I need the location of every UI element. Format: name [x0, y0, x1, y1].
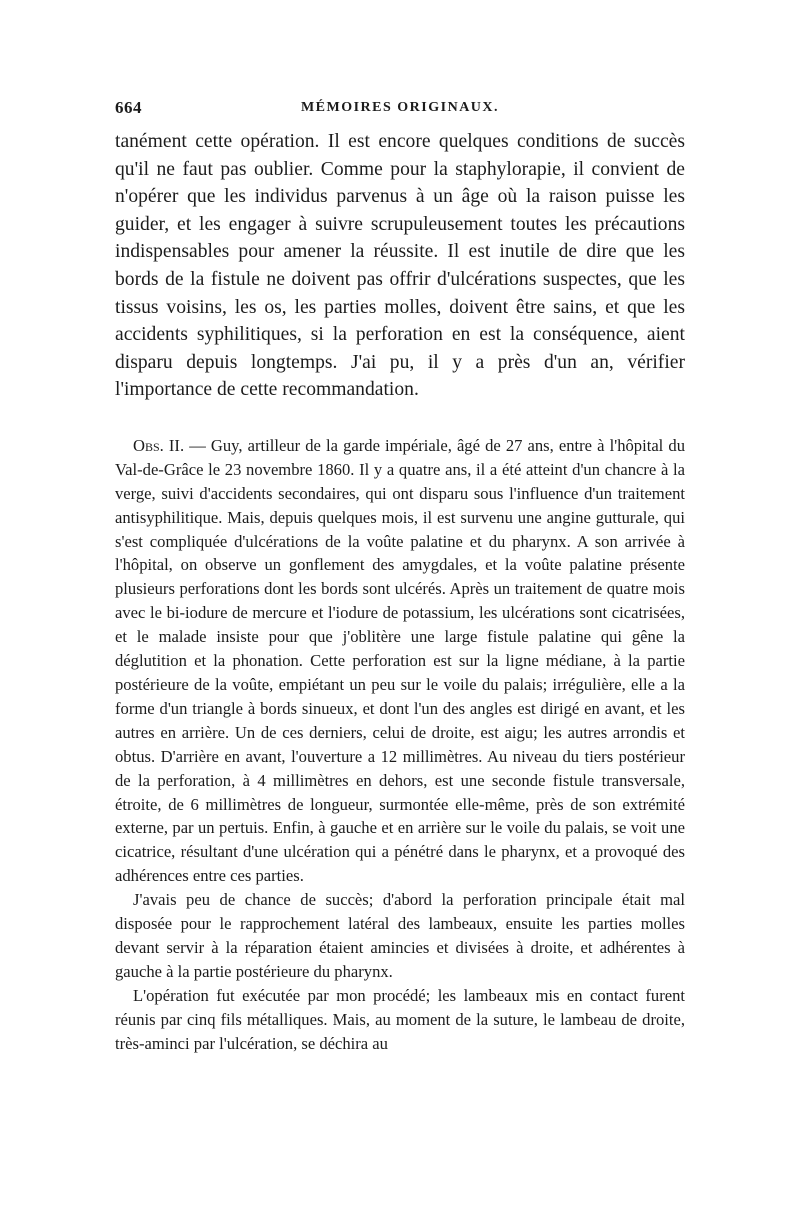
page-number: 664	[115, 98, 142, 117]
body-text	[115, 128, 685, 1056]
observation-label: Obs. II.	[133, 435, 185, 455]
running-title: MÉMOIRES ORIGINAUX.	[300, 100, 500, 115]
paragraph-intro: tanément cette opération. Il est encore quelques conditions de succès qu'il ne faut pas oublier. Comme pour la staphylorapie, il convient de n'opérer que les individus parvenus à un âge où la raison puisse les guider, et les engager à suivre scrupuleusement toutes les précautions indispensables pour amener la réussite. Il est inutile de dire que les bords de la fistule ne doivent pas offrir d'ulcérations suspectes, que les tissus voisins, les os, les parties molles, doivent être sains, et que les accidents syphilitiques, si la perforation en est la conséquence, aient disparu depuis longtemps. J'ai pu, il y a près d'un an, vérifier l'importance de cette recommandation.	[115, 131, 685, 401]
observation-block	[115, 434, 685, 1056]
running-head	[115, 98, 685, 128]
paragraph-chances: J'avais peu de chance de succès; d'abord la perforation principale était mal disposée pour le rapprochement latéral des lambeaux, ensuite les parties molles devant servir à la réparation étaient amincies et divisées à droite, et adhérentes à gauche à la partie postérieure du pharynx.	[115, 890, 685, 981]
page	[115, 98, 685, 1056]
observation-paragraph	[115, 434, 685, 888]
observation-text: — Guy, artilleur de la garde impériale, âgé de 27 ans, entre à l'hôpital du Val-de-Grâce le 23 novembre 1860. Il y a quatre ans, il a été atteint d'un chancre à la verge, suivi d'accidents secondaires, qui ont disparu sous l'influence d'un traitement antisyphilitique. Mais, depuis quelques mois, il est survenu une angine gutturale, qui s'est compliquée d'ulcérations de la voûte palatine et du pharynx. A son arrivée à l'hôpital, on observe un gonflement des amygdales, et la voûte palatine présente plusieurs perforations dont les bords sont ulcérés. Après un traitement de quatre mois avec le bi-iodure de mercure et l'iodure de potassium, les ulcérations sont cicatrisées, et le malade insiste pour que j'oblitère une large fistule palatine qui gêne la déglutition et la phonation. Cette perforation est sur la ligne médiane, à la partie postérieure de la voûte, empiétant un peu sur le voile du palais; irrégulière, elle a la forme d'un triangle à bords sinueux, et dont l'un des angles est dirigé en avant, et les autres en arrière. Un de ces derniers, celui de droite, est aigu; les autres arrondis et obtus. D'arrière en avant, l'ouverture a 12 millimètres. Au niveau du tiers postérieur de la perforation, à 4 millimètres en dehors, est une seconde fistule transversale, étroite, de 6 millimètres de longueur, surmontée elle-même, près de son extrémité externe, par un pertuis. Enfin, à gauche et en arrière sur le voile du palais, se voit une cicatrice, résultant d'une ulcération qui a pénétré dans le pharynx, et a provoqué des adhérences entre ces parties.	[115, 435, 685, 886]
paragraph-operation: L'opération fut exécutée par mon procédé; les lambeaux mis en contact furent réunis par cinq fils métalliques. Mais, au moment de la suture, le lambeau de droite, très-aminci par l'ulcération, se déchira au	[115, 985, 685, 1053]
